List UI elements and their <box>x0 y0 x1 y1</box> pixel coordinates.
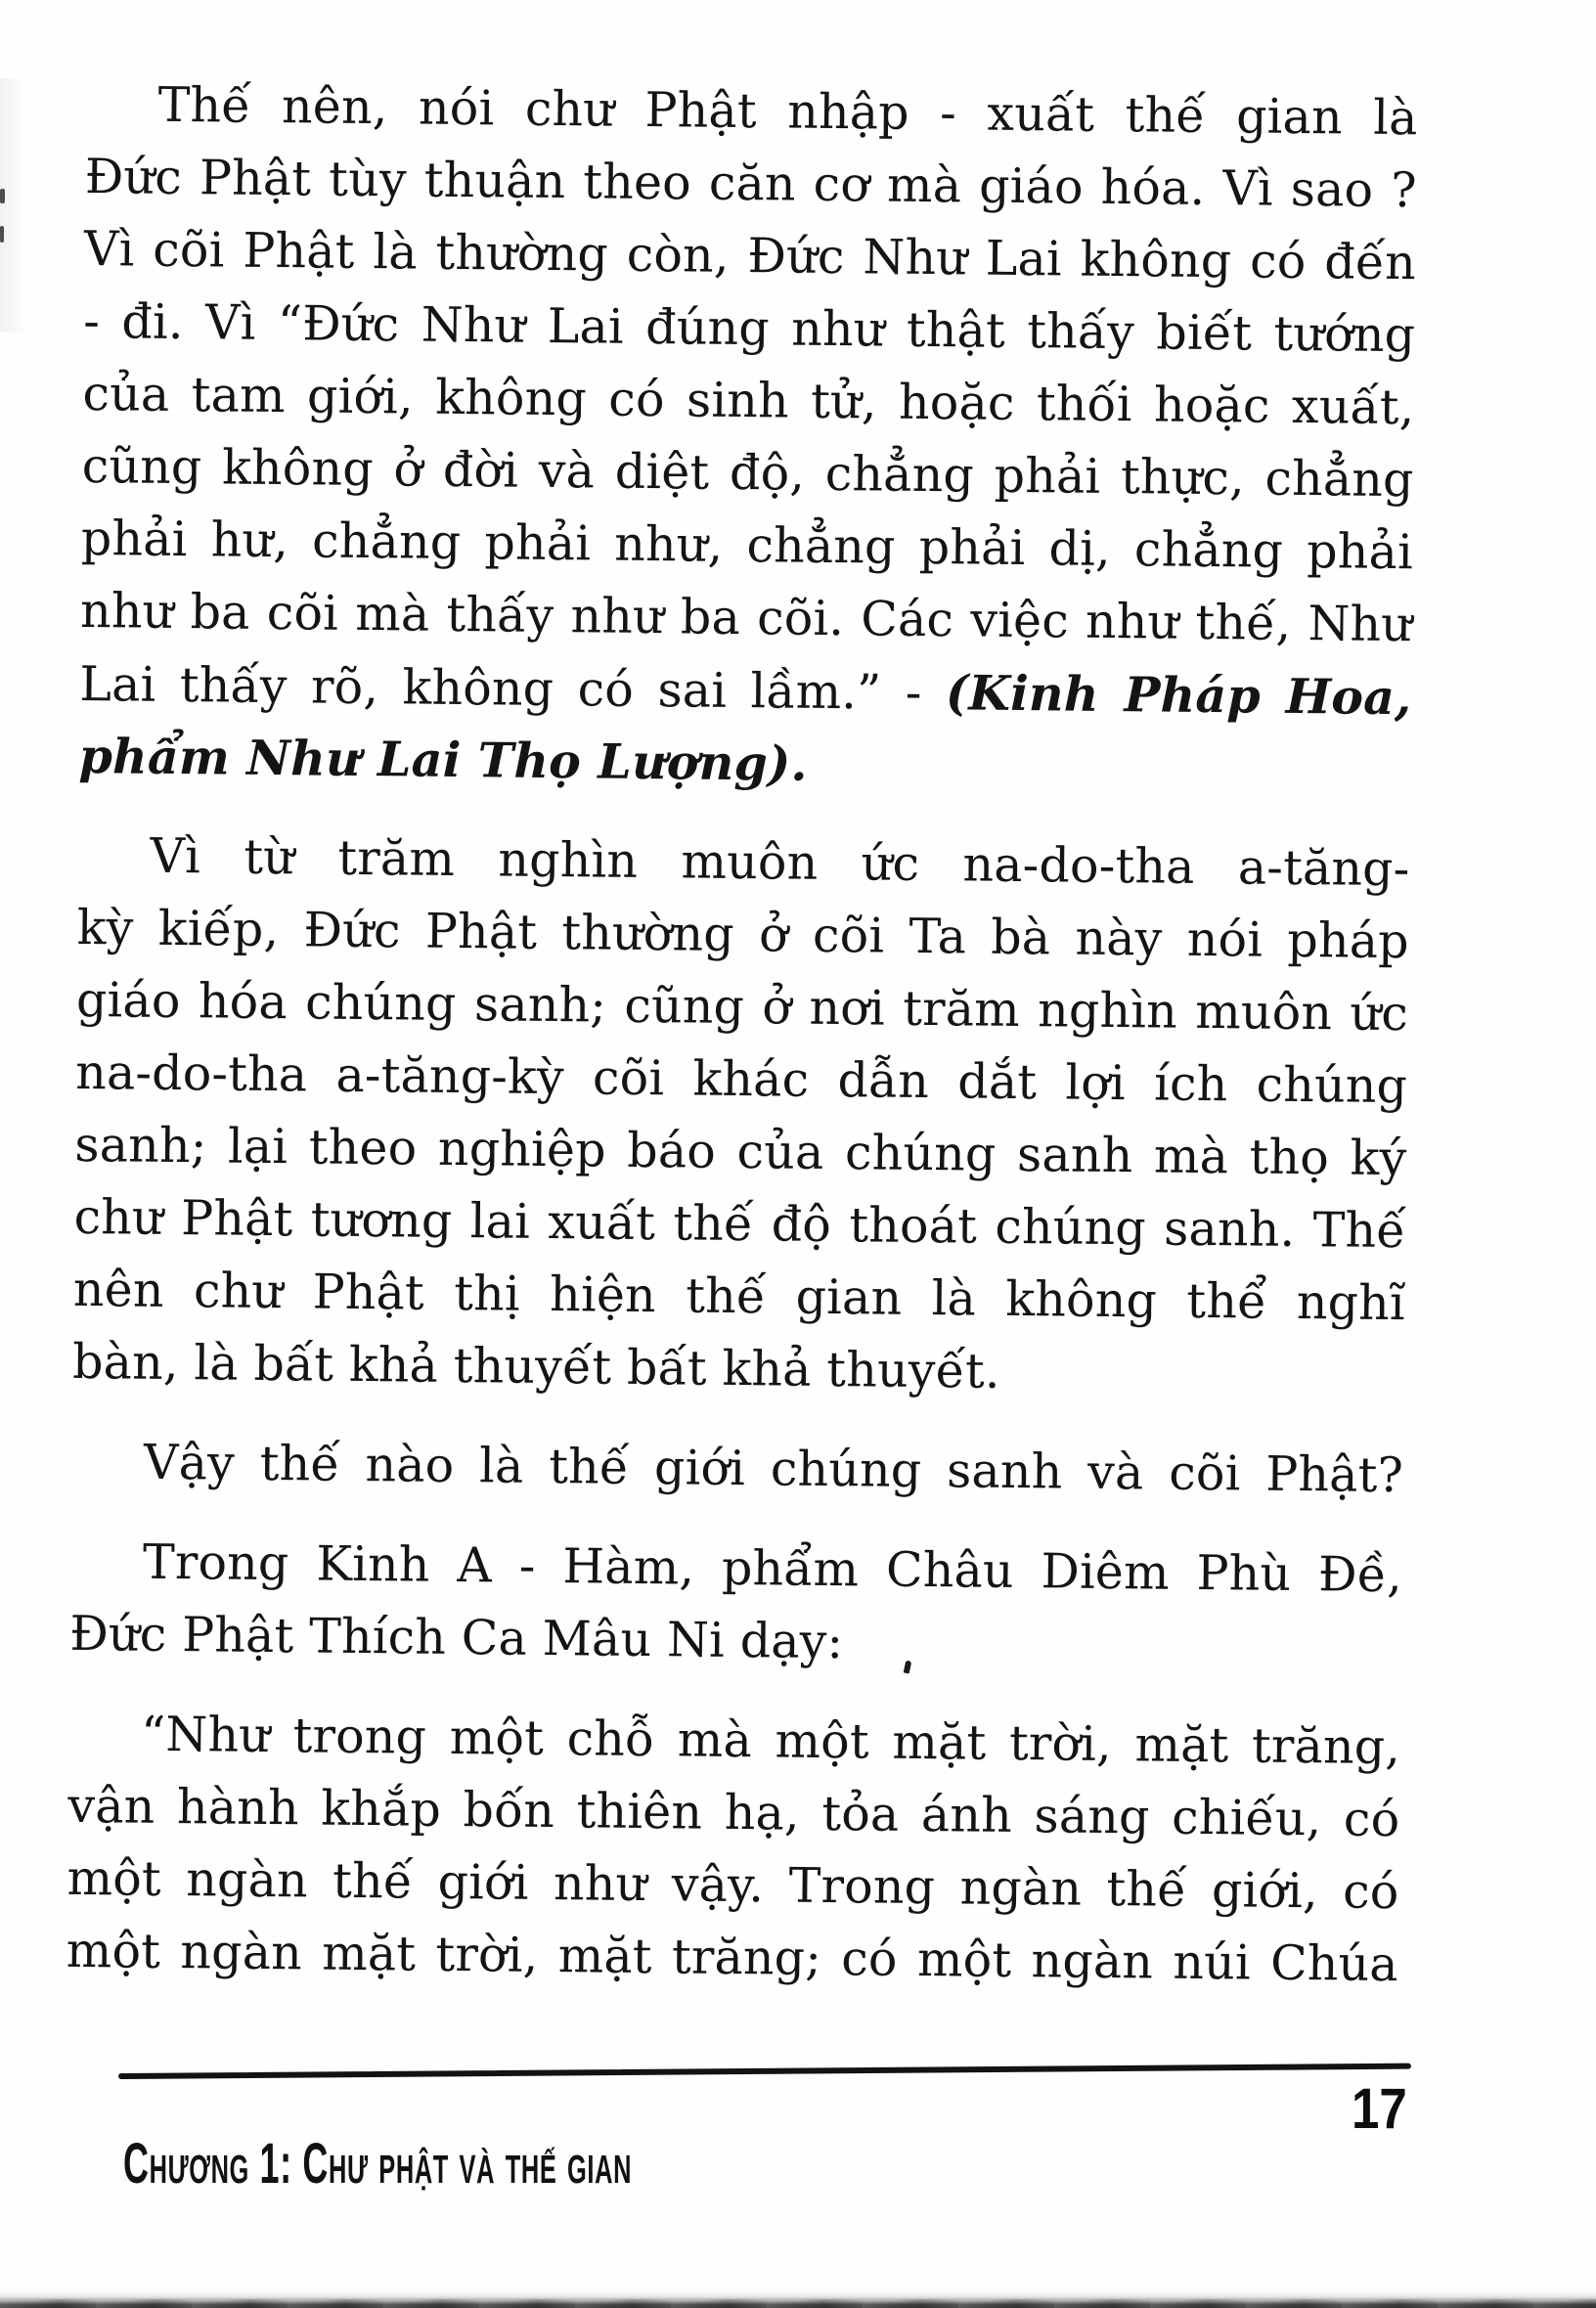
text-line: vận hành khắp bốn thiên hạ, tỏa ánh sáng chiếu, có <box>67 1777 1400 1848</box>
paragraph-5 <box>66 1698 1400 2001</box>
paragraph-2 <box>72 820 1410 1412</box>
text-line: một ngàn thế giới như vậy. Trong ngàn thế giới, có <box>66 1849 1399 1921</box>
footer-divider-line <box>118 2064 1411 2079</box>
text-line: kỳ kiếp, Đức Phật thường ở cõi Ta bà này nói pháp <box>76 899 1410 970</box>
page-body-text <box>66 68 1418 2028</box>
text-line: cũng không ở đời và diệt độ, chẳng phải thực, chẳng <box>81 437 1414 509</box>
paragraph-4 <box>69 1526 1402 1684</box>
paragraph-1 <box>78 68 1418 806</box>
scan-left-smudge <box>0 78 25 333</box>
text-line: - đi. Vì “Đức Như Lai đúng như thật thấy biết tướng <box>82 292 1416 364</box>
text-line: “Như trong một chỗ mà một mặt trời, mặt trăng, <box>140 1706 1401 1776</box>
citation-run: phẩm Như Lai Thọ Lượng). <box>78 727 808 792</box>
paragraph-3 <box>71 1426 1404 1512</box>
text-line: sanh; lại theo nghiệp báo của chúng sanh mà thọ ký <box>74 1116 1407 1187</box>
text-line <box>79 647 1412 733</box>
text-line: Vì cõi Phật là thường còn, Đức Như Lai không có đến <box>83 220 1417 291</box>
footer-page-number: 17 <box>1352 2077 1407 2141</box>
text-run: Lai thấy rõ, không có sai lầm.” - <box>79 655 947 722</box>
text-line: Vì từ trăm nghìn muôn ức na-do-tha a-tăng- <box>150 827 1410 898</box>
text-line: Đức Phật tùy thuận theo căn cơ mà giáo hóa. Vì sao ? <box>84 148 1418 219</box>
citation-run: (Kinh Pháp Hoa, <box>945 664 1412 727</box>
scan-speck <box>0 189 5 203</box>
text-line: na-do-tha a-tăng-kỳ cõi khác dẫn dắt lợi ích chúng <box>74 1043 1408 1115</box>
text-line: bàn, là bất khả thuyết bất khả thuyết. <box>71 1333 1000 1399</box>
text-line: một ngàn mặt trời, mặt trăng; có một ngàn núi Chúa <box>66 1922 1399 1993</box>
text-line <box>78 720 1411 806</box>
text-line: Thế nên, nói chư Phật nhập - xuất thế gian là <box>157 76 1418 147</box>
scan-bottom-edge-streaks <box>0 2299 1596 2308</box>
text-line: của tam giới, không có sinh tử, hoặc thối hoặc xuất, <box>82 365 1415 436</box>
text-line: Trong Kinh A - Hàm, phẩm Châu Diêm Phù Đề, <box>142 1533 1403 1604</box>
text-line: nên chư Phật thị hiện thế gian là không thể nghĩ <box>72 1261 1406 1332</box>
footer-chapter-title: Chương 1: Chư phật và thế gian <box>123 2132 633 2196</box>
text-line: chư Phật tương lai xuất thế độ thoát chúng sanh. Thế <box>73 1188 1406 1260</box>
text-line: Đức Phật Thích Ca Mâu Ni dạy: <box>68 1605 844 1670</box>
scan-speck <box>0 226 4 243</box>
text-line: giáo hóa chúng sanh; cũng ở nơi trăm nghìn muôn ức <box>75 971 1409 1043</box>
text-line: Vậy thế nào là thế giới chúng sanh và cõi Phật? <box>143 1434 1404 1504</box>
text-line: phải hư, chẳng phải như, chẳng phải dị, chẳng phải <box>80 510 1414 581</box>
text-line: như ba cõi mà thấy như ba cõi. Các việc như thế, Như <box>79 582 1413 653</box>
